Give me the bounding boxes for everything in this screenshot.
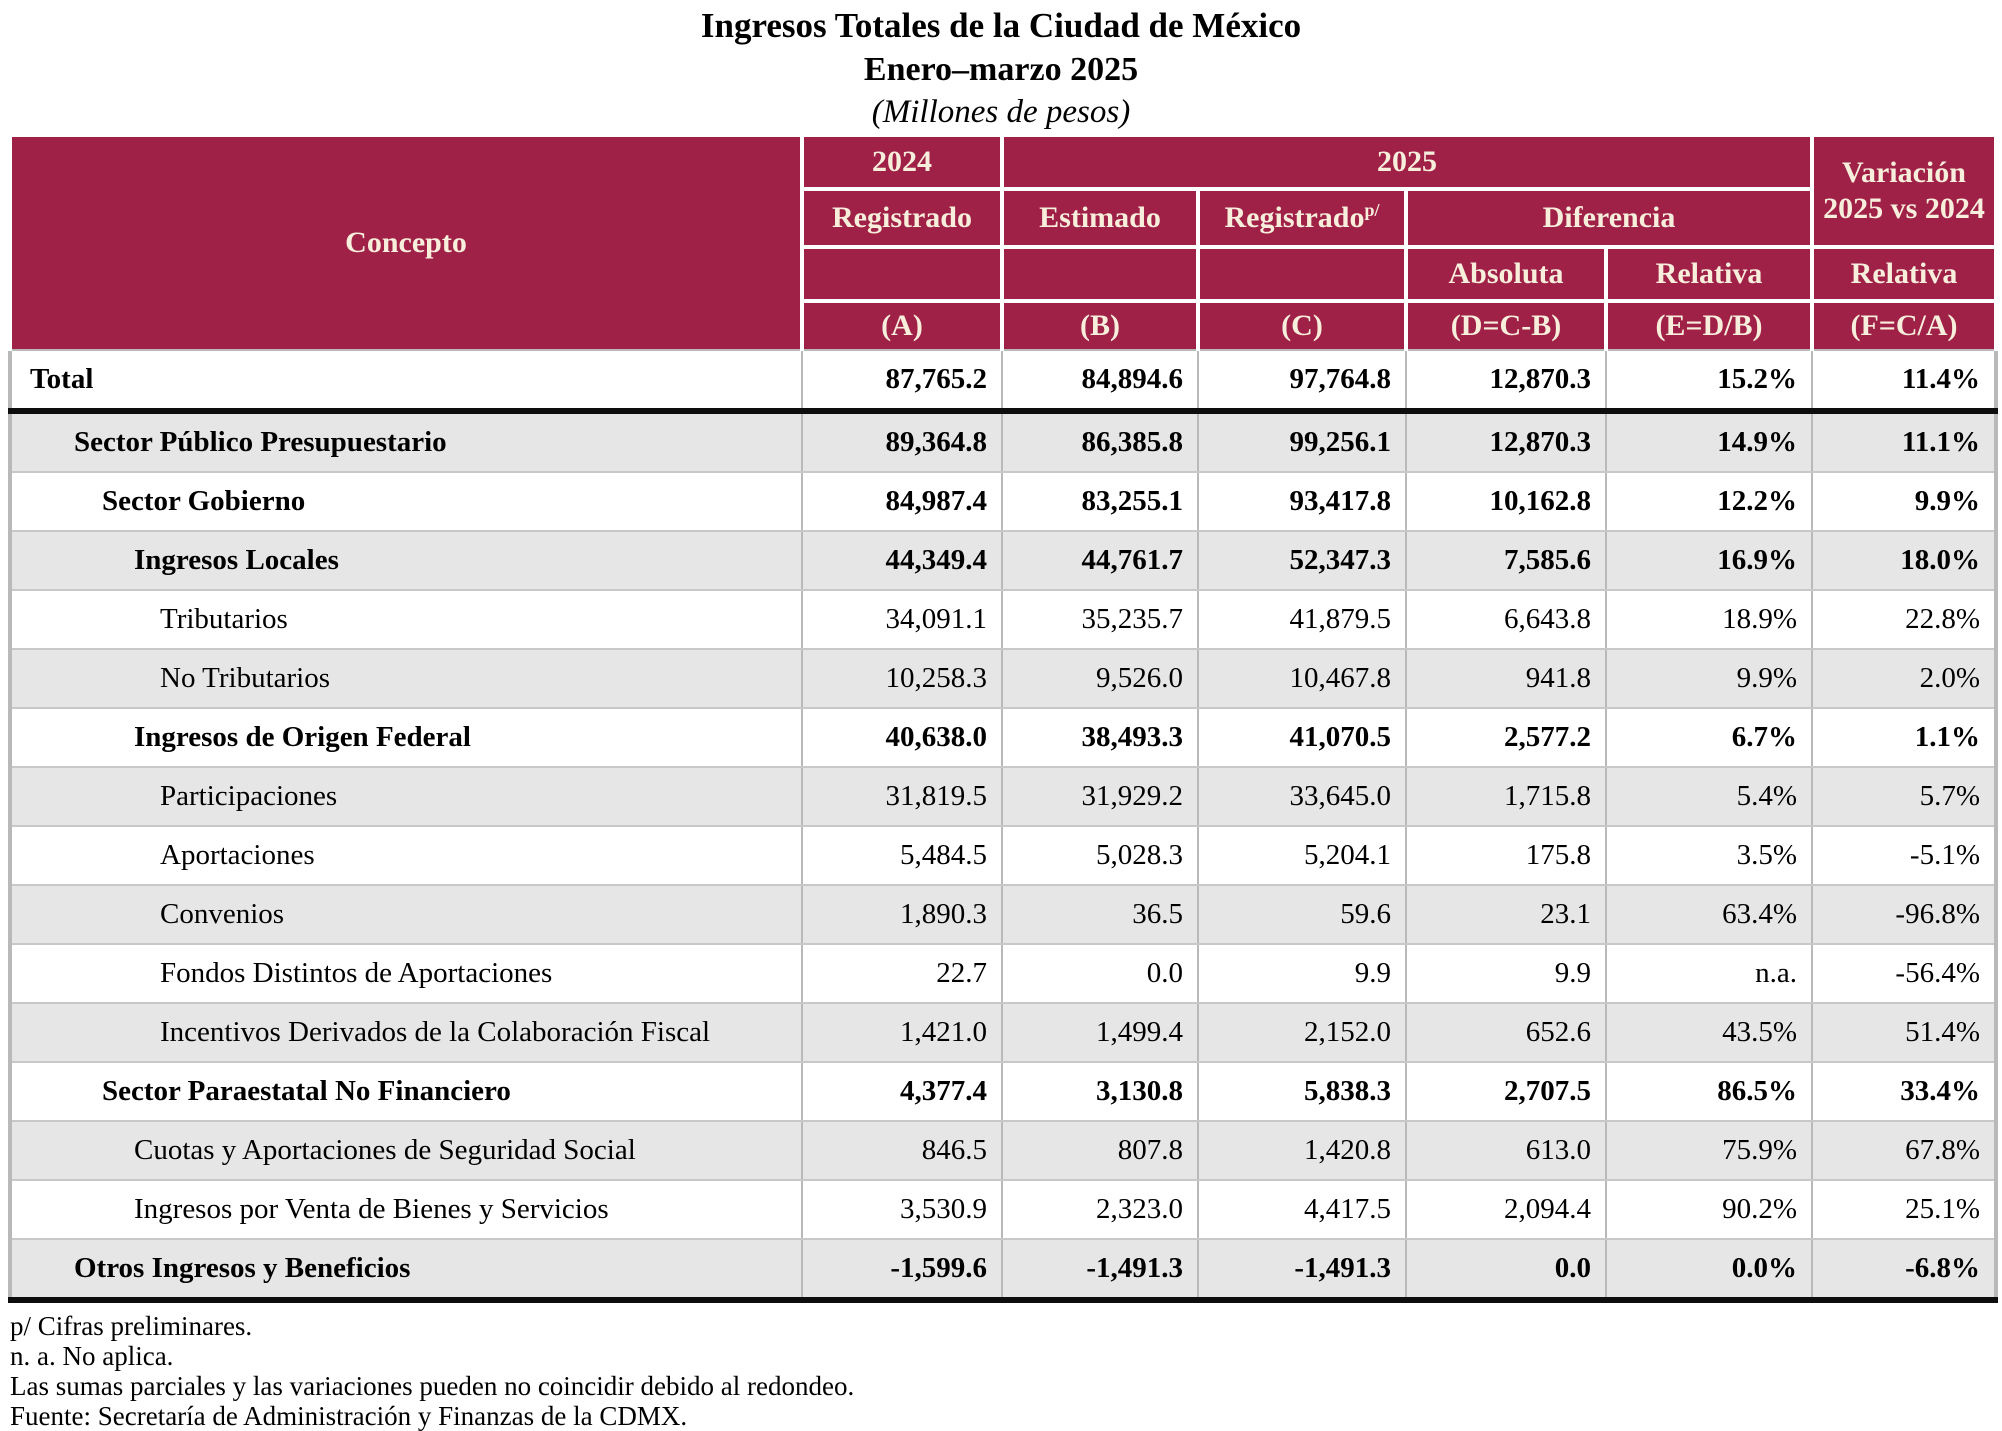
value-cell: 18.0%: [1812, 531, 1996, 590]
value-cell: 1,715.8: [1406, 767, 1606, 826]
concepto-cell: Sector Paraestatal No Financiero: [10, 1062, 802, 1121]
value-cell: 10,258.3: [802, 649, 1002, 708]
table-row: [10, 708, 1996, 767]
concepto-cell: Ingresos Locales: [10, 531, 802, 590]
value-cell: 6,643.8: [1406, 590, 1606, 649]
header-col-c: (C): [1198, 301, 1406, 350]
value-cell: 44,349.4: [802, 531, 1002, 590]
value-cell: 2,094.4: [1406, 1180, 1606, 1239]
page-title: Ingresos Totales de la Ciudad de México: [700, 6, 1302, 45]
value-cell: 5.4%: [1606, 767, 1812, 826]
page-subtitle-period: Enero–marzo 2025: [863, 51, 1139, 88]
header-registrado-2025: [1198, 189, 1406, 247]
table-row: [10, 531, 1996, 590]
header-registrado-2024: Registrado: [802, 189, 1002, 247]
value-cell: 2,707.5: [1406, 1062, 1606, 1121]
page-subtitle-units: (Millones de pesos): [871, 94, 1131, 130]
value-cell: 613.0: [1406, 1121, 1606, 1180]
header-relativa-variacion: Relativa: [1812, 247, 1996, 301]
table-row: [10, 1003, 1996, 1062]
value-cell: 89,364.8: [802, 411, 1002, 472]
value-cell: 7,585.6: [1406, 531, 1606, 590]
table-row: [10, 1062, 1996, 1121]
value-cell: 43.5%: [1606, 1003, 1812, 1062]
value-cell: 22.8%: [1812, 590, 1996, 649]
value-cell: 12,870.3: [1406, 350, 1606, 411]
table-row: [10, 350, 1996, 411]
concepto-cell: Fondos Distintos de Aportaciones: [10, 944, 802, 1003]
value-cell: 10,467.8: [1198, 649, 1406, 708]
value-cell: -1,491.3: [1002, 1239, 1198, 1300]
footnote-line: Fuente: Secretaría de Administración y Finanzas de la CDMX.: [10, 1401, 688, 1431]
value-cell: 1,890.3: [802, 885, 1002, 944]
value-cell: 14.9%: [1606, 411, 1812, 472]
value-cell: 16.9%: [1606, 531, 1812, 590]
value-cell: 2.0%: [1812, 649, 1996, 708]
value-cell: 34,091.1: [802, 590, 1002, 649]
value-cell: -5.1%: [1812, 826, 1996, 885]
header-estimado: Estimado: [1002, 189, 1198, 247]
value-cell: 31,929.2: [1002, 767, 1198, 826]
value-cell: 75.9%: [1606, 1121, 1812, 1180]
table-row: [10, 411, 1996, 472]
header-registrado-2025-label: Registrado: [1224, 201, 1365, 234]
value-cell: 941.8: [1406, 649, 1606, 708]
table-row: [10, 472, 1996, 531]
concepto-cell: Sector Público Presupuestario: [10, 411, 802, 472]
value-cell: 67.8%: [1812, 1121, 1996, 1180]
value-cell: 1.1%: [1812, 708, 1996, 767]
value-cell: 41,879.5: [1198, 590, 1406, 649]
income-table: [8, 133, 1998, 1303]
header-col-e: (E=D/B): [1606, 301, 1812, 350]
header-absoluta: Absoluta: [1406, 247, 1606, 301]
value-cell: 36.5: [1002, 885, 1198, 944]
header-empty-b: [1002, 247, 1198, 301]
header-col-f: (F=C/A): [1812, 301, 1996, 350]
concepto-cell: Aportaciones: [10, 826, 802, 885]
value-cell: 33,645.0: [1198, 767, 1406, 826]
value-cell: 84,987.4: [802, 472, 1002, 531]
value-cell: 5,204.1: [1198, 826, 1406, 885]
value-cell: -96.8%: [1812, 885, 1996, 944]
value-cell: 23.1: [1406, 885, 1606, 944]
value-cell: 3,130.8: [1002, 1062, 1198, 1121]
header-col-b: (B): [1002, 301, 1198, 350]
value-cell: 11.1%: [1812, 411, 1996, 472]
value-cell: 1,499.4: [1002, 1003, 1198, 1062]
value-cell: 99,256.1: [1198, 411, 1406, 472]
concepto-cell: Ingresos de Origen Federal: [10, 708, 802, 767]
value-cell: 25.1%: [1812, 1180, 1996, 1239]
value-cell: 84,894.6: [1002, 350, 1198, 411]
table-row: [10, 649, 1996, 708]
value-cell: 4,377.4: [802, 1062, 1002, 1121]
value-cell: 22.7: [802, 944, 1002, 1003]
table-row: [10, 590, 1996, 649]
value-cell: 15.2%: [1606, 350, 1812, 411]
value-cell: 10,162.8: [1406, 472, 1606, 531]
concepto-cell: No Tributarios: [10, 649, 802, 708]
table-row: [10, 885, 1996, 944]
table-row: [10, 826, 1996, 885]
header-diferencia: Diferencia: [1406, 189, 1812, 247]
table-row: [10, 1180, 1996, 1239]
value-cell: 0.0%: [1606, 1239, 1812, 1300]
value-cell: 9.9: [1406, 944, 1606, 1003]
value-cell: 807.8: [1002, 1121, 1198, 1180]
value-cell: 44,761.7: [1002, 531, 1198, 590]
value-cell: 1,421.0: [802, 1003, 1002, 1062]
value-cell: 5.7%: [1812, 767, 1996, 826]
header-concepto: Concepto: [10, 135, 802, 350]
income-table-body: [10, 350, 1996, 1300]
concepto-cell: Participaciones: [10, 767, 802, 826]
table-row: [10, 944, 1996, 1003]
value-cell: 35,235.7: [1002, 590, 1198, 649]
value-cell: 2,577.2: [1406, 708, 1606, 767]
value-cell: 9.9: [1198, 944, 1406, 1003]
value-cell: 41,070.5: [1198, 708, 1406, 767]
header-col-a: (A): [802, 301, 1002, 350]
value-cell: 59.6: [1198, 885, 1406, 944]
value-cell: -1,491.3: [1198, 1239, 1406, 1300]
value-cell: 83,255.1: [1002, 472, 1198, 531]
header-empty-a: [802, 247, 1002, 301]
concepto-cell: Ingresos por Venta de Bienes y Servicios: [10, 1180, 802, 1239]
value-cell: 2,323.0: [1002, 1180, 1198, 1239]
value-cell: 33.4%: [1812, 1062, 1996, 1121]
value-cell: 51.4%: [1812, 1003, 1996, 1062]
value-cell: 18.9%: [1606, 590, 1812, 649]
value-cell: 9.9%: [1606, 649, 1812, 708]
header-empty-c: [1198, 247, 1406, 301]
value-cell: 846.5: [802, 1121, 1002, 1180]
title-block: [0, 0, 2002, 133]
header-relativa-diferencia: Relativa: [1606, 247, 1812, 301]
footnote-line: p/ Cifras preliminares.: [10, 1311, 253, 1341]
footnote-line: n. a. No aplica.: [10, 1341, 174, 1371]
value-cell: 11.4%: [1812, 350, 1996, 411]
value-cell: 93,417.8: [1198, 472, 1406, 531]
value-cell: 2,152.0: [1198, 1003, 1406, 1062]
value-cell: 5,028.3: [1002, 826, 1198, 885]
concepto-cell: Tributarios: [10, 590, 802, 649]
income-table-header: [10, 135, 1996, 350]
concepto-cell: Incentivos Derivados de la Colaboración Fiscal: [10, 1003, 802, 1062]
concepto-cell: Convenios: [10, 885, 802, 944]
value-cell: 4,417.5: [1198, 1180, 1406, 1239]
value-cell: 86,385.8: [1002, 411, 1198, 472]
concepto-cell: Sector Gobierno: [10, 472, 802, 531]
value-cell: 87,765.2: [802, 350, 1002, 411]
value-cell: 40,638.0: [802, 708, 1002, 767]
value-cell: 12.2%: [1606, 472, 1812, 531]
value-cell: 0.0: [1406, 1239, 1606, 1300]
footnotes: [10, 1303, 2002, 1431]
value-cell: 97,764.8: [1198, 350, 1406, 411]
value-cell: 31,819.5: [802, 767, 1002, 826]
table-row: [10, 1121, 1996, 1180]
table-row: [10, 1239, 1996, 1300]
concepto-cell: Total: [10, 350, 802, 411]
value-cell: 63.4%: [1606, 885, 1812, 944]
value-cell: -1,599.6: [802, 1239, 1002, 1300]
value-cell: 38,493.3: [1002, 708, 1198, 767]
value-cell: 3.5%: [1606, 826, 1812, 885]
value-cell: 86.5%: [1606, 1062, 1812, 1121]
table-row: [10, 767, 1996, 826]
value-cell: 5,484.5: [802, 826, 1002, 885]
value-cell: 52,347.3: [1198, 531, 1406, 590]
value-cell: n.a.: [1606, 944, 1812, 1003]
value-cell: 12,870.3: [1406, 411, 1606, 472]
concepto-cell: Cuotas y Aportaciones de Seguridad Social: [10, 1121, 802, 1180]
header-col-d: (D=C-B): [1406, 301, 1606, 350]
footnote-line: Las sumas parciales y las variaciones pueden no coincidir debido al redondeo.: [10, 1371, 855, 1401]
value-cell: 652.6: [1406, 1003, 1606, 1062]
value-cell: -6.8%: [1812, 1239, 1996, 1300]
concepto-cell: Otros Ingresos y Beneficios: [10, 1239, 802, 1300]
preliminary-superscript: p/: [1364, 200, 1380, 220]
header-year-2025: 2025: [1002, 135, 1812, 189]
header-variacion: Variación 2025 vs 2024: [1812, 135, 1996, 247]
value-cell: 90.2%: [1606, 1180, 1812, 1239]
value-cell: 1,420.8: [1198, 1121, 1406, 1180]
value-cell: 5,838.3: [1198, 1062, 1406, 1121]
value-cell: 3,530.9: [802, 1180, 1002, 1239]
value-cell: 175.8: [1406, 826, 1606, 885]
value-cell: 9,526.0: [1002, 649, 1198, 708]
value-cell: 6.7%: [1606, 708, 1812, 767]
value-cell: 0.0: [1002, 944, 1198, 1003]
header-year-2024: 2024: [802, 135, 1002, 189]
value-cell: -56.4%: [1812, 944, 1996, 1003]
value-cell: 9.9%: [1812, 472, 1996, 531]
